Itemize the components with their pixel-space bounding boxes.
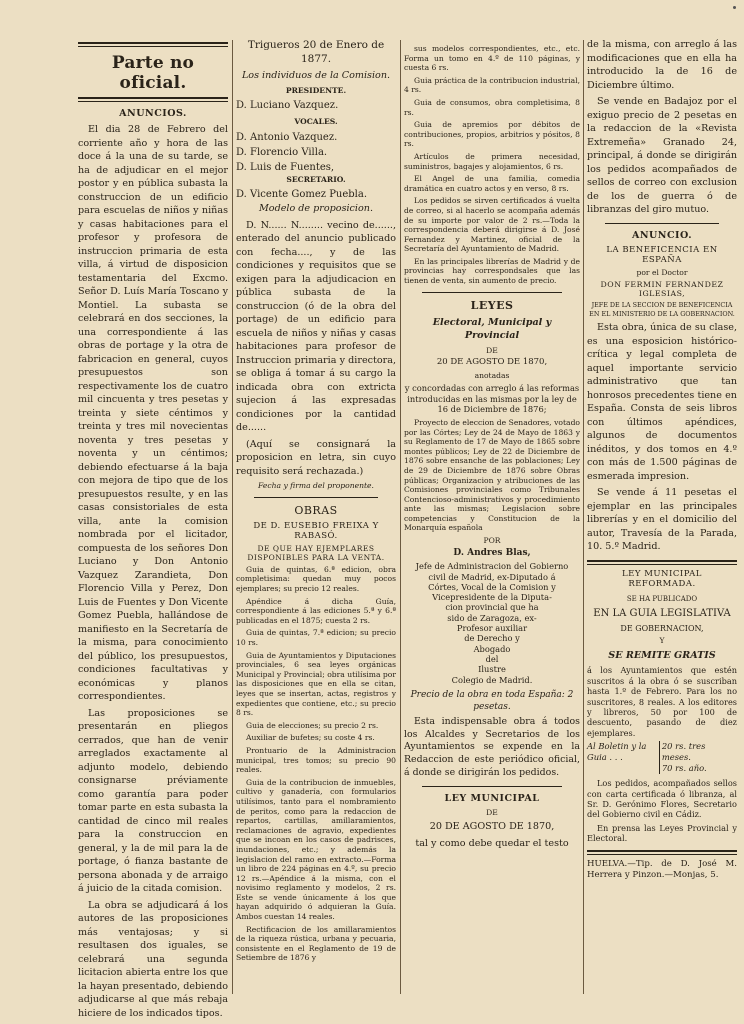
president-label: PRESIDENTE. [285,85,347,95]
credential-line: del [485,653,499,664]
boletin-price-list [659,741,737,774]
model-text: D. N...... N........ vecino de......, enterado del anuncio publicado con fecha...., y de las condiciones y requisitos que se exigen para la adjudicacion en pública subasta de la construccion (ó de la obra del portage) de un edificio para escuela de niños y niñas y casas habitaciones para profesor de Instruccion primaria y directora, se obliga á tomar á su cargo la indicada obra con extricta sujecion á las expresadas condiciones por la cantidad de...... [236,219,396,434]
divider [422,292,562,293]
secretary-name: D. Vicente Gomez Puebla. [236,189,368,201]
laws-concordance: y concordadas con arreglo á las reformas introducidas en las mismas por la ley de 16 de Diciembre de 1876; [404,383,580,415]
subscription-terms: á los Ayuntamientos que estén suscritos á la obra ó se suscriban hasta 1.º de Febrero. Para los no suscritores, 8 reales. A los editores y libreros, 50 por 100 de descuento, pasando de diez ejemplares. [587,665,737,738]
orders-note: Los pedidos se sirven certificados á vuelta de correo, si al hacerlo se acompaña además de su importe por valor de 2 rs.—Toda la correspondencia deberá dirigirse á D. José Fernandez y Martinez, oficial de la Secretaría del Ayuntamiento de Madrid. [404,196,580,254]
municipal-law-title: LEY MUNICIPAL [444,792,540,804]
boletin-prices [587,741,737,774]
works-item: Guia de apremios por débitos de contribuciones, propios, arbitrios y pósitos, 8 rs. [404,120,580,149]
works-item: sus modelos correspondientes, etc., etc. Forma un tomo en 4.º de 110 páginas, y cuesta 6 rs. [404,44,580,73]
printer-imprint: HUELVA.—Tip. de D. José M. Herrera y Pinzon.—Monjas, 5. [587,858,737,880]
works-item: Guia práctica de la contribucion industrial, 4 rs. [404,75,580,95]
credential-line: Córtes, Vocal de la Comision y [428,581,556,592]
credential-line: Jefe de Administracion del Gobierno [415,561,569,572]
municipal-law-de: DE [486,807,498,817]
credential-line: de Derecho y [464,633,520,644]
laws-subtitle: Electoral, Municipal y Provincial [432,316,552,342]
price-year: 70 rs. año. [661,763,707,774]
in-press-note: En prensa las Leyes Provincial y Electoral. [587,822,737,844]
column-4 [587,38,737,994]
sale-note: Se vende en Badajoz por el exiguo precio de 2 pesetas en la redaccion de la «Revista Extremeña» Granado 24, principal, á donde se dirigirán los pedidos acompañados de sellos de correo con exclusion de los de guerra ó de libranzas del giro mutuo. [587,96,737,215]
free-shipping: SE REMITE GRATIS [608,649,716,661]
orders-address: Los pedidos, acompañados sellos con carta certificada ó libranza, al Sr. D. Gerónimo Flores, Secretario del Gobierno civil en Cádiz. [587,778,737,820]
credential-line: Abogado [473,643,511,654]
works-title: OBRAS [294,503,338,517]
signature-note: Fecha y firma del proponente. [258,481,374,491]
title-rule [78,42,228,47]
dateline: Trigueros 20 de Enero de 1877. [247,39,385,65]
published-label: SE HA PUBLICADO [626,594,698,603]
reform-title: LEY MUNICIPAL REFORMADA. [622,568,702,589]
announcement-paragraph: La obra se adjudicará á los autores de las proposiciones más ventajosas; y si resultasen dos iguales, se celebrará una segunda licitacion abierta entre los que la hayan presentado, debiendo adjudicarse al que más rebaja hiciere de los indicados tipos. [78,899,228,1019]
works-item: Artículos de primera necesidad, suministros, bagajes y alojamientos, 6 rs. [404,151,580,171]
divider [254,497,378,498]
works-author: DE D. EUSEBIO FREIXA Y RABASÓ. [253,520,379,541]
works-item: Guia de consumos, obra completisima, 8 rs. [404,97,580,117]
column-3 [404,44,580,994]
divider [605,223,719,224]
page-mark [733,6,736,9]
guide-title: EN LA GUIA LEGISLATIVA [593,608,731,620]
municipal-law-tail: tal y como debe quedar el testo [415,837,569,849]
beneficencia-title: LA BENEFICENCIA EN ESPAÑA [606,244,718,265]
by-doctor: por el Doctor [636,267,688,277]
doctor-name: DON FERMIN FERNANDEZ IGLESIAS, [600,280,724,299]
credential-line: civil de Madrid, ex-Diputado á [428,571,556,582]
bookstores-note: En las principales librerías de Madrid y de provincias hay correspondsales que las tienen de venta, sin aumento de precio. [404,256,580,286]
works-item: El Angel de una familia, comedia dramática en cuatro actos y en verso, 8 rs. [404,174,580,193]
boletin-label: Al Boletin y la Guia . . . [587,741,647,763]
works-item: Guia de quintas, 7.ª edicion; su precio 10 rs. [236,628,396,648]
anuncio-heading: ANUNCIO. [631,229,693,241]
laws-de: DE [486,345,498,355]
price-note: Precio de la obra en toda España: 2 pesetas. [410,689,574,712]
works-item: Auxiliar de bufetes; su coste 4 rs. [246,733,375,743]
divider [422,786,562,787]
president-name: D. Luciano Vazquez. [236,100,339,112]
vocal-name: D. Luis de Fuentes, [236,161,335,173]
credential-line: Colegio de Madrid. [451,674,533,685]
credential-line: sido de Zaragoza, ex- [447,612,537,623]
vocal-name: D. Florencio Villa. [236,146,328,158]
governance-label: DE GOBERNACION, [620,623,704,633]
title-rule [78,97,228,102]
works-subtitle: DE QUE HAY EJEMPLARES DISPONIBLES PARA LA VENTA. [247,543,385,562]
works-item: Apéndice á dicha Guía, correspondiente á las ediciones 5.ª y 6.ª publicadas en el 1875; cuesta 2 rs. [236,596,396,625]
column-2 [236,38,396,994]
works-item: Guia de Ayuntamientos y Diputaciones provinciales, 6 sea leyes orgánicas Municipal y Provincial; obra utilísima por las disposiciones que en ella se citan, leyes que se insertan, actas, registros y expedientes que contiene, etc.; su precio 8 rs. [236,650,396,718]
section-heading: ANUNCIOS. [119,108,187,119]
doctor-title: JEFE DE LA SECCION DE BENEFICENCIA EN EL MINISTERIO DE LA GOBERNACION. [589,301,735,318]
works-item: Rectificacion de los amillaramientos de la riqueza rústica, urbana y pecuaria, consistente en el Reglamento de 19 de Setiembre de 1876 y [236,924,396,963]
section-title: Parte no oficial. [111,53,195,93]
model-title: Modelo de proposicion. [258,203,374,215]
works-item: Guia de elecciones; su precio 2 rs. [246,720,379,730]
municipal-law-date: 20 DE AGOSTO DE 1870, [429,821,555,833]
indispensable-note: Esta indispensable obra á todos los Alcaldes y Secretarios de los Ayuntamientos se expende en la Redaccion de este periódico oficial, á donde se dirigirán los pedidos. [404,715,580,778]
and-label: Y [659,636,665,646]
credential-line: Ilustre [478,664,506,675]
works-item: Guia de quintas, 6.ª edicion, obra completisima: quedan muy pocos ejemplares; su precio 12 reales. [236,564,396,594]
laws-date: 20 DE AGOSTO DE 1870, [436,357,548,368]
credential-line: Vicepresidente de la Diputa- [432,592,552,603]
divider [587,850,737,855]
column-divider [583,40,584,994]
credential-line: cion provincial que ha [445,602,539,613]
work-description: Esta obra, única de su clase, es una esposicion histórico-crítica y legal completa de aquel importante servicio administrativo que tan honrosos precedentes tiene en España. Consta de seis libros con últimos apéndices, algunos de documentos inéditos, y dos tomos en 4.º con más de 1.500 páginas de esmerada impresion. [587,322,737,482]
work-price: Se vende á 11 pesetas el ejemplar en las principales librerías y en el domicilio del autor, Travesía de la Parada, 10. 5.º Madrid. [587,487,737,553]
laws-title: LEYES [470,298,514,312]
announcement-paragraph: El dia 28 de Febrero del corriente año y hora de las doce á la una de su tarde, se ha de adjudicar en el mejor postor y en pública subasta la construccion de un edificio para escuelas de niños y niñas y casas habitaciones para el profesor y profesora de instruccion primaria de esta villa, á virtud de disposicion testamentaria del Excmo. Señor D. Luís María Toscano y Montiel. La subasta se celebrará en dos secciones, la una correspondiente á las obras de portage y la otra de fabricacion en general, cuyos presupuestos son respectivamente los de cuatro mil cincuenta y tres pesetas y treinta y siete céntimos y treinta y tres mil novecientas noventa y tres pesetas y noventa y un céntimos; debiendo efectuarse á la baja con mejora de tipo que de los presupuestos resulte, y en las casas consistoriales de esta villa, ante la comision nombrada por el licitador, compuesta de los señores Don Luciano y Don Antonio Vazquez Zarandieta, Don Florencio Villa y Perez, Don Luis de Fuentes y Don Vicente Gomez Puebla, hallándose de manifiesto en la Secretaría de la misma, para conocimiento del público, los presupuestos, condiciones facultativas y económicas y planos correspondientes. [78,124,228,702]
author-credentials [404,561,580,685]
works-item: Guia de la contribucion de inmuebles, cultivo y ganadería, con formularios utilísimos, tanto para el nombramiento de peritos, como para la redaccion de repartos, cartillas, amillaramientos, reclamaciones de agravio, expedientes que se incoan en los casos de padrisces, inundaciones, etc.; y además la legislacion del ramo en extracto.—Forma un libro de 224 páginas en 4.º, su precio 12 rs.—Apéndice á la misma, con el novisimo reglamento y modelos, 2 rs. Este se vende únicamente á los que hayan adquirido ó adquieran la Guía. Ambos cuestan 14 reales. [236,777,396,922]
laws-contents: Proyecto de eleccion de Senadores, votado por las Córtes; Ley de 24 de Mayo de 1863 y su Reglamento de 17 de Mayo de 1865 sobre montes públicos; Ley de 22 de Diciembre de 1876 sobre ensanche de las poblaciones; Ley de 29 de Diciembre de 1876 sobre Obras públicas; Organizacion y atribuciones de las Comisiones provinciales como Tribunales Contencioso-administrativos y procedimiento ante las mismas; Legislacion sobre competencias y Constitucion de la Monarquía española [404,417,580,533]
divider [587,560,737,565]
secretary-label: SECRETARIO. [286,174,346,184]
model-note: (Aquí se consignará la proposicion en letra, sin cuyo requisito será rechazada.) [236,438,396,477]
column-1 [78,38,228,1019]
continuation-text: de la misma, con arreglo á las modificaciones que en ella ha introducido la de 16 de Diciembre último. [587,39,737,91]
works-item: Prontuario de la Administracion municipal, tres tomos; su precio 90 reales. [236,745,396,775]
vocales-label: VOCALES. [294,117,338,127]
by-label: POR [483,536,501,546]
announcement-paragraph: Las proposiciones se presentarán en pliegos cerrados, que han de venir arreglados exactamente al adjunto modelo, debiendo consignarse préviamente como garantía para poder tomar parte en esta subasta la cantidad de cinco mil reales para la construccion en general, y la de mil para la de portage, ó fianza bastante de persona abonada y de arraigo á juicio de la citada comision. [78,707,228,894]
price-quarter: 20 rs. tres meses. [661,741,706,763]
credential-line: Profesor auxiliar [456,623,528,634]
column-divider [400,40,401,994]
vocal-name: D. Antonio Vazquez. [236,131,338,143]
commission-title: Los individuos de la Comision. [241,70,391,81]
laws-annotated: anotadas [474,370,510,380]
author-name: D. Andres Blas, [453,547,531,558]
column-divider [232,40,233,994]
